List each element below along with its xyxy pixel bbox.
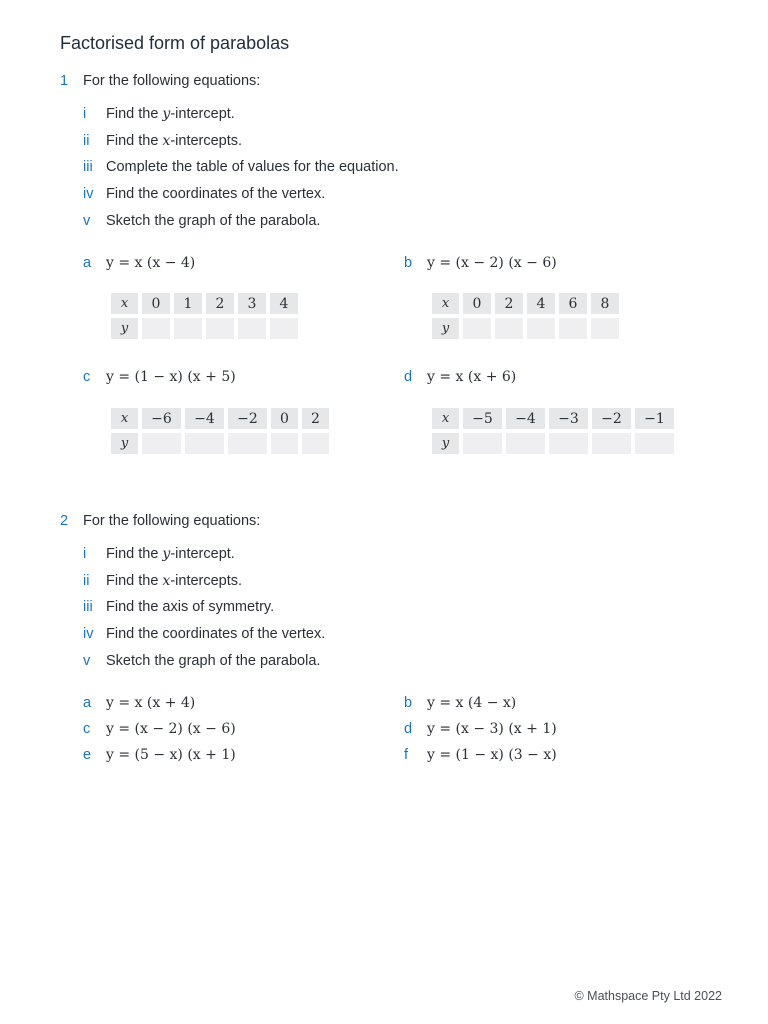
- y-header: y: [111, 318, 138, 339]
- y-answer-cell[interactable]: [206, 318, 234, 339]
- y-answer-cell[interactable]: [228, 433, 267, 454]
- y-answer-cell[interactable]: [506, 433, 545, 454]
- x-value: 2: [206, 293, 234, 314]
- equation: y = x (x + 4): [106, 695, 196, 711]
- table-of-values: [107, 289, 302, 343]
- y-answer-cell[interactable]: [463, 433, 502, 454]
- step-math: y: [162, 546, 171, 562]
- table-row: [111, 433, 329, 454]
- step-text: -intercept.: [170, 546, 235, 562]
- y-answer-cell[interactable]: [174, 318, 202, 339]
- y-header: y: [111, 433, 138, 454]
- y-answer-cell[interactable]: [559, 318, 587, 339]
- step-text: -intercepts.: [170, 132, 243, 149]
- step-text: Find the: [106, 132, 163, 149]
- y-header: y: [432, 318, 459, 339]
- x-value: 4: [270, 293, 298, 314]
- equation: y = (x − 3) (x + 1): [427, 721, 557, 737]
- step-label: ii: [83, 572, 90, 589]
- equation: y = (1 − x) (3 − x): [427, 747, 557, 763]
- table-row: [432, 318, 619, 339]
- part-d: [404, 721, 557, 737]
- y-answer-cell[interactable]: [549, 433, 588, 454]
- step-text: Find the: [106, 546, 163, 562]
- y-answer-cell[interactable]: [185, 433, 224, 454]
- y-answer-cell[interactable]: [463, 318, 491, 339]
- step-label: ii: [83, 132, 90, 149]
- y-answer-cell[interactable]: [495, 318, 523, 339]
- question-number: 1: [60, 73, 69, 89]
- x-value: −4: [185, 408, 224, 429]
- y-answer-cell[interactable]: [591, 318, 619, 339]
- y-answer-cell[interactable]: [302, 433, 329, 454]
- part-label: b: [404, 255, 413, 271]
- part-b: [404, 695, 516, 711]
- x-value: 3: [238, 293, 266, 314]
- step-label: v: [83, 652, 91, 669]
- x-value: −2: [592, 408, 631, 429]
- step-text: -intercepts.: [170, 572, 243, 589]
- equation: y = x (4 − x): [427, 695, 517, 711]
- step-label: i: [83, 106, 87, 122]
- step-label: v: [83, 212, 91, 229]
- part-label: a: [83, 255, 92, 271]
- step-math: x: [162, 572, 171, 589]
- step-math: x: [162, 132, 171, 149]
- step-text: Find the axis of symmetry.: [106, 599, 275, 616]
- x-value: −5: [463, 408, 502, 429]
- part-e: [83, 747, 236, 763]
- x-value: 8: [591, 293, 619, 314]
- part-a: [83, 255, 195, 271]
- table-row: [432, 433, 674, 454]
- equation: y = (5 − x) (x + 1): [106, 747, 236, 763]
- table-of-values: [107, 404, 333, 458]
- equation: y = (x − 2) (x − 6): [106, 721, 236, 737]
- step-text: Sketch the graph of the parabola.: [106, 212, 321, 229]
- copyright-footer: © Mathspace Pty Ltd 2022: [574, 989, 722, 1003]
- y-answer-cell[interactable]: [238, 318, 266, 339]
- step-text: Complete the table of values for the equation.: [106, 159, 399, 176]
- part-f: [404, 747, 557, 763]
- x-header: x: [432, 408, 459, 429]
- x-value: −3: [549, 408, 588, 429]
- step-text: Find the: [106, 572, 163, 589]
- y-answer-cell[interactable]: [142, 318, 170, 339]
- question-intro: For the following equations:: [83, 73, 261, 89]
- x-value: 1: [174, 293, 202, 314]
- step-label: iv: [83, 186, 94, 203]
- y-answer-cell[interactable]: [271, 433, 298, 454]
- part-c: [83, 369, 236, 385]
- table-row: [111, 293, 298, 314]
- y-answer-cell[interactable]: [592, 433, 631, 454]
- table-of-values: [428, 404, 678, 458]
- question-intro: For the following equations:: [83, 513, 261, 529]
- x-value: 2: [495, 293, 523, 314]
- equation: y = x (x + 6): [427, 369, 517, 385]
- equation: y = (1 − x) (x + 5): [106, 369, 236, 385]
- table-of-values: [428, 289, 623, 343]
- y-answer-cell[interactable]: [635, 433, 674, 454]
- question-number: 2: [60, 513, 69, 529]
- x-value: −6: [142, 408, 181, 429]
- step-text: -intercept.: [170, 106, 235, 122]
- step-label: iii: [83, 599, 93, 616]
- part-label: f: [404, 747, 409, 763]
- x-value: −4: [506, 408, 545, 429]
- y-answer-cell[interactable]: [527, 318, 555, 339]
- part-label: a: [83, 695, 92, 711]
- step-text: Find the coordinates of the vertex.: [106, 626, 326, 643]
- x-value: 6: [559, 293, 587, 314]
- part-label: e: [83, 747, 92, 763]
- table-row: [111, 318, 298, 339]
- x-header: x: [111, 293, 138, 314]
- part-label: d: [404, 721, 413, 737]
- x-value: −1: [635, 408, 674, 429]
- step-text: Sketch the graph of the parabola.: [106, 652, 321, 669]
- part-c: [83, 721, 236, 737]
- y-header: y: [432, 433, 459, 454]
- x-header: x: [111, 408, 138, 429]
- x-value: 0: [142, 293, 170, 314]
- x-header: x: [432, 293, 459, 314]
- x-value: −2: [228, 408, 267, 429]
- equation: y = x (x − 4): [106, 255, 196, 271]
- part-a: [83, 695, 195, 711]
- x-value: 0: [463, 293, 491, 314]
- equation: y = (x − 2) (x − 6): [427, 255, 557, 271]
- part-label: b: [404, 695, 413, 711]
- x-value: 2: [302, 408, 329, 429]
- part-label: c: [83, 369, 91, 385]
- step-text: Find the: [106, 106, 163, 122]
- step-label: iv: [83, 626, 94, 643]
- step-label: iii: [83, 159, 93, 176]
- step-math: y: [162, 106, 171, 122]
- x-value: 0: [271, 408, 298, 429]
- step-label: i: [83, 546, 87, 562]
- part-d: [404, 369, 516, 385]
- y-answer-cell[interactable]: [142, 433, 181, 454]
- step-text: Find the coordinates of the vertex.: [106, 186, 326, 203]
- x-value: 4: [527, 293, 555, 314]
- table-row: [111, 408, 329, 429]
- part-b: [404, 255, 557, 271]
- part-label: d: [404, 369, 413, 385]
- page-title: Factorised form of parabolas: [60, 33, 290, 53]
- table-row: [432, 408, 674, 429]
- part-label: c: [83, 721, 91, 737]
- y-answer-cell[interactable]: [270, 318, 298, 339]
- table-row: [432, 293, 619, 314]
